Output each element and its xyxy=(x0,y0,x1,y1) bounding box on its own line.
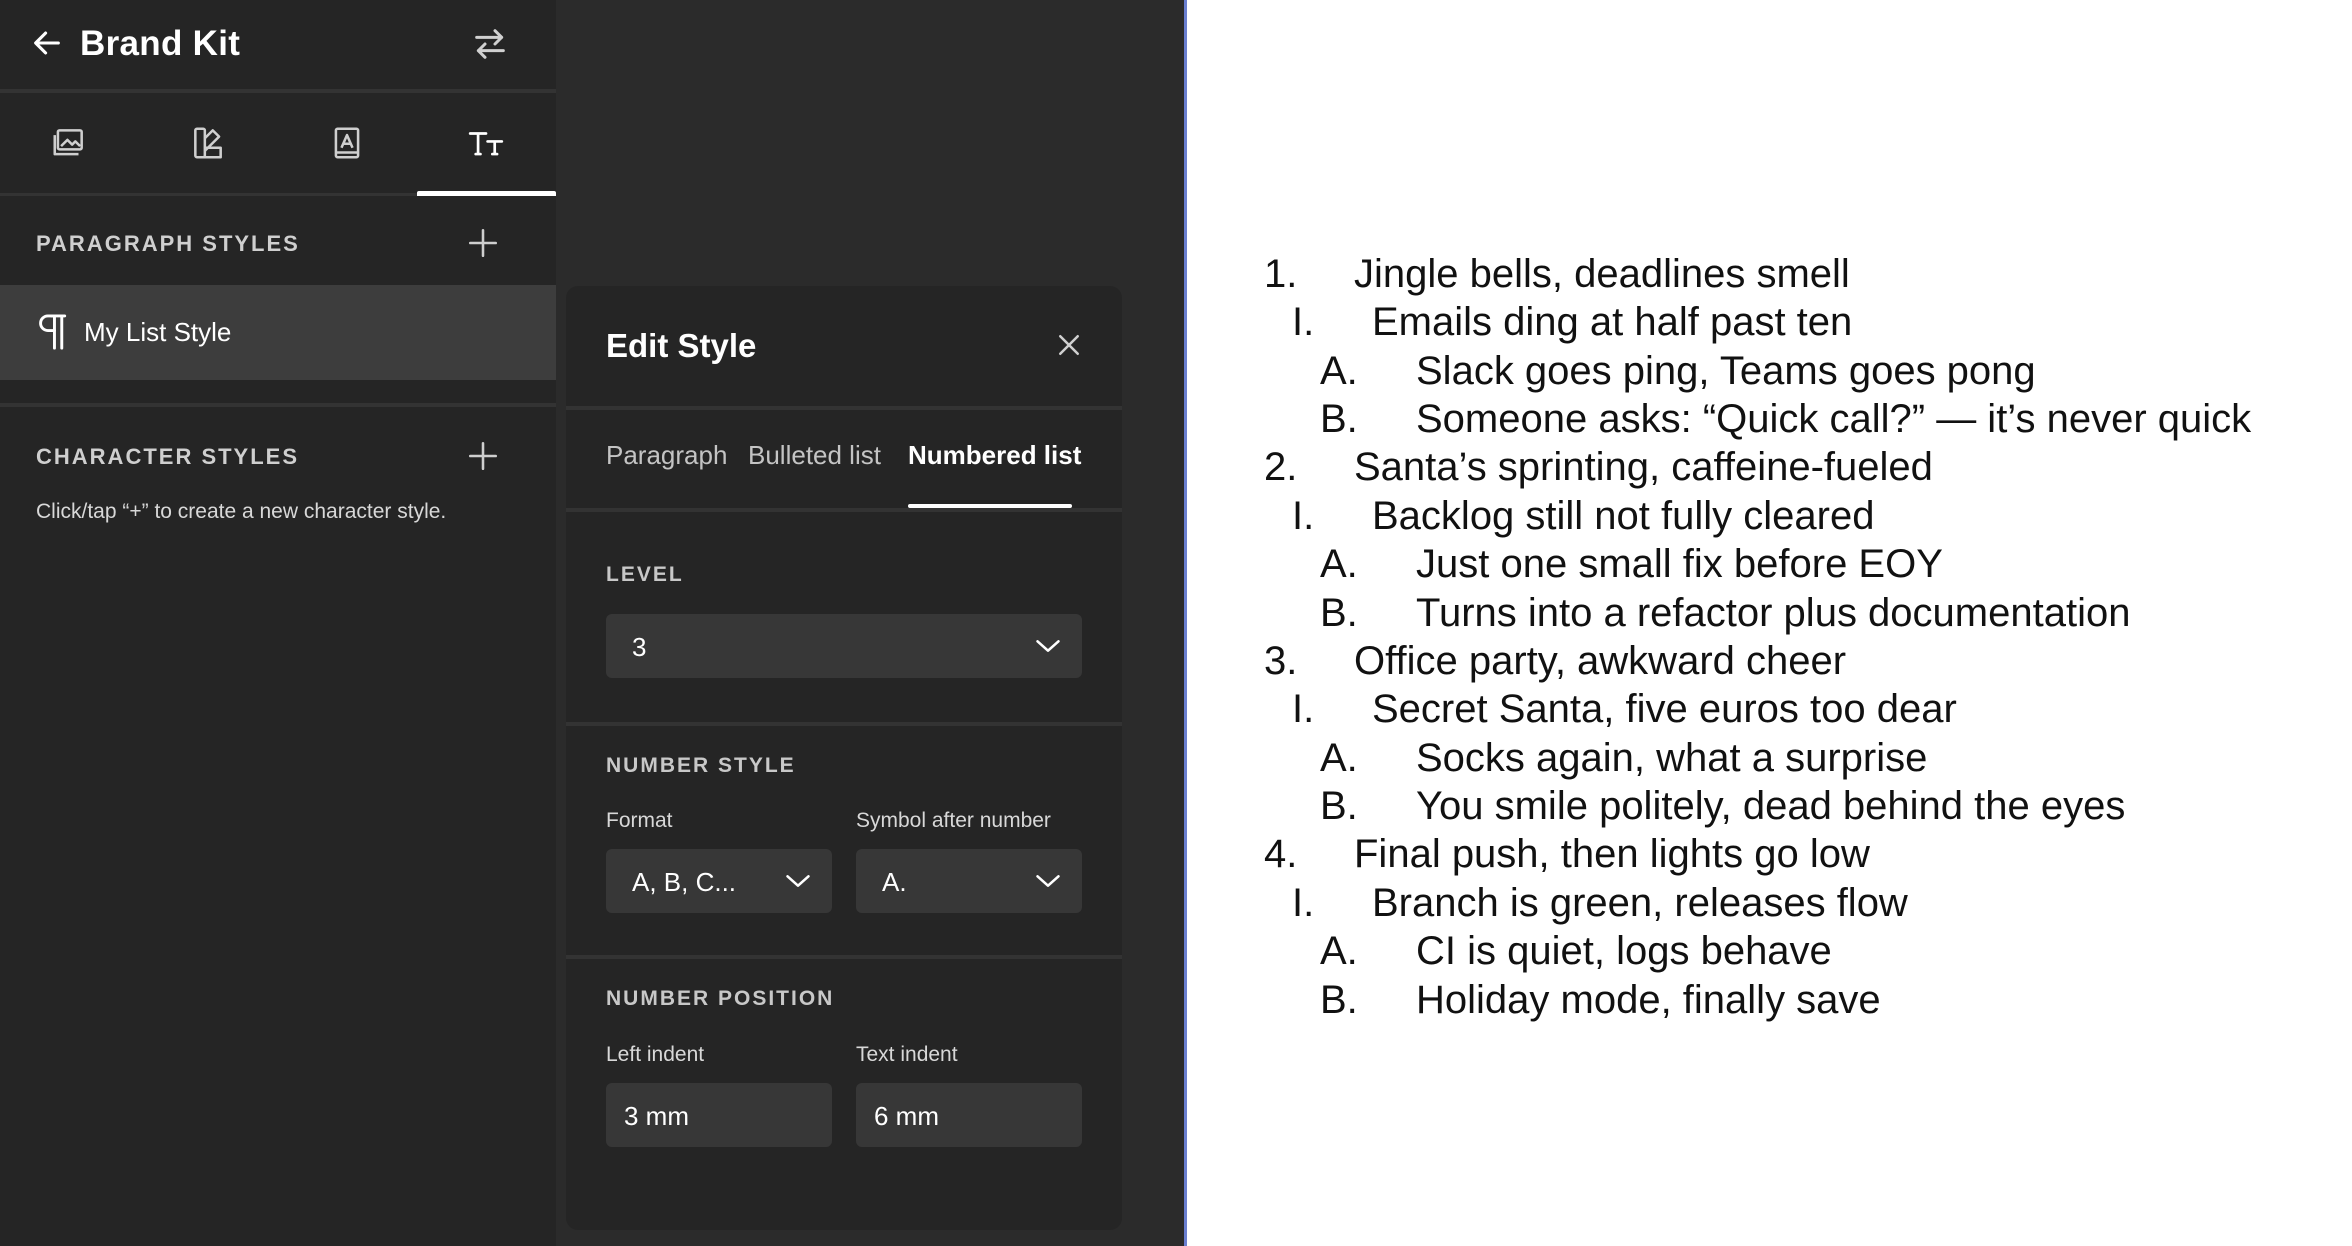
edit-style-panel xyxy=(566,286,1122,1230)
tab-text-styles[interactable] xyxy=(417,97,556,193)
brand-kit-tabs xyxy=(0,97,556,196)
add-paragraph-style-plus-icon[interactable] xyxy=(466,226,500,260)
list-text: Just one small fix before EOY xyxy=(1416,542,1943,586)
panel-divider xyxy=(566,406,1122,410)
paragraph-style-label: My List Style xyxy=(84,317,232,347)
tab-bulleted-list[interactable]: Bulleted list xyxy=(748,440,881,470)
list-marker: A. xyxy=(1320,349,1358,393)
pilcrow-icon xyxy=(38,313,68,351)
symbol-after-number-select[interactable] xyxy=(856,849,1082,913)
format-select[interactable] xyxy=(606,849,832,913)
level-value: 3 xyxy=(632,632,647,662)
list-text: Office party, awkward cheer xyxy=(1354,639,1847,683)
panel-divider xyxy=(566,508,1122,512)
character-styles-hint: Click/tap “+” to create a new character style. xyxy=(36,500,447,523)
add-character-style-plus-icon[interactable] xyxy=(466,439,500,473)
list-text: Slack goes ping, Teams goes pong xyxy=(1416,349,2036,393)
brand-kit-sidebar xyxy=(0,0,556,1246)
color-palette-icon xyxy=(189,124,227,162)
sidebar-header xyxy=(0,0,556,93)
chevron-down-icon xyxy=(1034,869,1062,893)
list-marker: I. xyxy=(1292,494,1315,538)
swap-arrows-icon[interactable] xyxy=(470,24,510,64)
list-text: Emails ding at half past ten xyxy=(1372,300,1853,344)
list-text: Socks again, what a surprise xyxy=(1416,736,1928,780)
list-text: CI is quiet, logs behave xyxy=(1416,929,1832,973)
list-marker: 4. xyxy=(1264,832,1298,876)
tab-paragraph[interactable]: Paragraph xyxy=(606,440,728,470)
list-marker: B. xyxy=(1320,784,1358,828)
tab-numbered-list[interactable]: Numbered list xyxy=(908,440,1082,470)
list-text: Jingle bells, deadlines smell xyxy=(1354,252,1850,296)
list-marker: 1. xyxy=(1264,252,1298,296)
list-marker: I. xyxy=(1292,687,1315,731)
arrow-left-icon[interactable] xyxy=(30,26,64,60)
list-marker: A. xyxy=(1320,736,1358,780)
logo-book-icon xyxy=(328,124,366,162)
text-indent-label: Text indent xyxy=(856,1043,958,1066)
format-value: A, B, C... xyxy=(632,867,737,897)
number-position-heading: NUMBER POSITION xyxy=(606,987,835,1010)
level-heading: LEVEL xyxy=(606,563,684,586)
tab-logos[interactable] xyxy=(278,97,417,193)
list-text: Turns into a refactor plus documentation xyxy=(1416,591,2131,635)
list-text: Secret Santa, five euros too dear xyxy=(1372,687,1957,731)
close-icon[interactable] xyxy=(1054,330,1084,360)
list-text: Backlog still not fully cleared xyxy=(1372,494,1875,538)
list-marker: A. xyxy=(1320,542,1358,586)
paragraph-style-item[interactable] xyxy=(0,285,556,380)
document-canvas[interactable] xyxy=(1184,0,2352,1246)
list-text: Final push, then lights go low xyxy=(1354,832,1870,876)
text-indent-input[interactable] xyxy=(856,1083,1082,1147)
list-marker: B. xyxy=(1320,397,1358,441)
text-style-icon xyxy=(467,124,505,162)
left-indent-label: Left indent xyxy=(606,1043,705,1066)
text-indent-value: 6 mm xyxy=(874,1101,939,1131)
format-label: Format xyxy=(606,809,673,832)
panel-divider xyxy=(566,955,1122,959)
image-icon xyxy=(50,124,88,162)
list-text: You smile politely, dead behind the eyes xyxy=(1416,784,2126,828)
list-text: Holiday mode, finally save xyxy=(1416,978,1881,1022)
list-marker: 2. xyxy=(1264,445,1298,489)
tab-images[interactable] xyxy=(0,97,139,193)
symbol-after-number-label: Symbol after number xyxy=(856,809,1051,832)
list-marker: 3. xyxy=(1264,639,1298,683)
character-styles-heading: CHARACTER STYLES xyxy=(36,444,300,469)
tab-colors[interactable] xyxy=(139,97,278,193)
chevron-down-icon xyxy=(784,869,812,893)
list-marker: I. xyxy=(1292,300,1315,344)
list-text: Someone asks: “Quick call?” — it’s never quick xyxy=(1416,397,2252,441)
list-marker: A. xyxy=(1320,929,1358,973)
list-marker: B. xyxy=(1320,591,1358,635)
number-style-heading: NUMBER STYLE xyxy=(606,754,796,777)
sidebar-title: Brand Kit xyxy=(80,24,241,63)
left-indent-input[interactable] xyxy=(606,1083,832,1147)
list-text: Santa’s sprinting, caffeine-fueled xyxy=(1354,445,1933,489)
list-marker: B. xyxy=(1320,978,1358,1022)
left-indent-value: 3 mm xyxy=(624,1101,689,1131)
chevron-down-icon xyxy=(1034,634,1062,658)
list-marker: I. xyxy=(1292,881,1315,925)
symbol-value: A. xyxy=(882,867,907,897)
sidebar-divider xyxy=(0,403,556,407)
level-select[interactable] xyxy=(606,614,1082,678)
panel-divider xyxy=(566,722,1122,726)
panel-title: Edit Style xyxy=(606,327,757,364)
list-text: Branch is green, releases flow xyxy=(1372,881,1908,925)
paragraph-styles-heading: PARAGRAPH STYLES xyxy=(36,231,300,256)
